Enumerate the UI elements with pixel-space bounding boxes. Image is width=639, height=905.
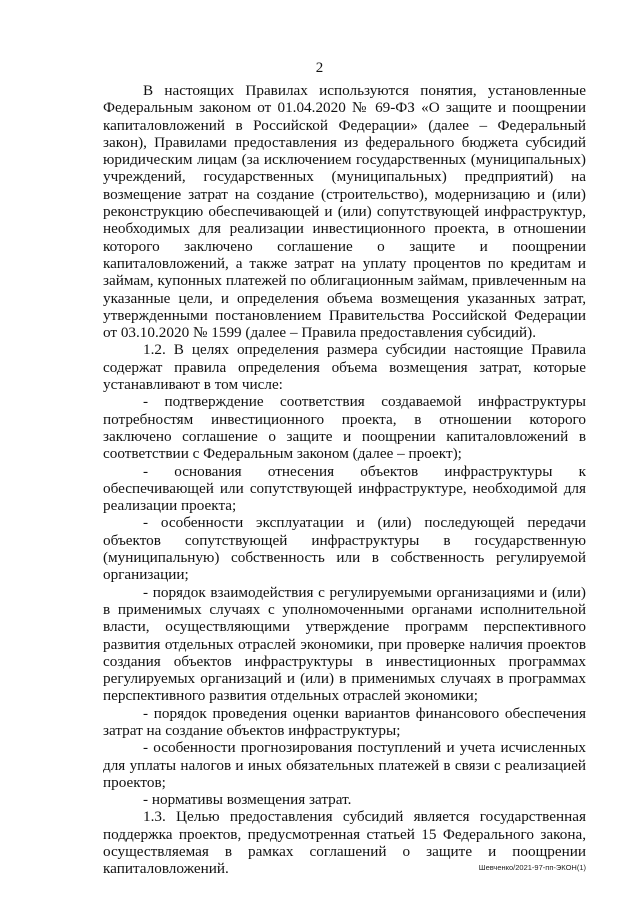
paragraph-1-3: 1.3. Целью предоставления субсидий является государственная поддержка проектов, предусмотренная статьей 15 Федерального закона, осуществляемая в рамках соглашений о защите и поощрении капиталовложений. (103, 808, 586, 878)
list-item-financing-evaluation: - порядок проведения оценки вариантов финансового обеспечения затрат на создание объектов инфраструктуры; (103, 704, 586, 739)
document-body (103, 82, 586, 878)
list-item-tax-forecasting: - особенности прогнозирования поступлений и учета исчисленных для уплаты налогов и иных обязательных платежей в связи с реализацией проектов; (103, 739, 586, 791)
paragraph-definitions: В настоящих Правилах используются понятия, установленные Федеральным законом от 01.04.2020 № 69-ФЗ «О защите и поощрении капиталовложений в Российской Федерации» (далее – Федеральный закон), Правилами предоставления из федерального бюджета субсидий юридическим лицам (за исключением государственных (муниципальных) учреждений, государственных (муниципальных) предприятий) на возмещение затрат на создание (строительство), модернизацию и (или) реконструкцию обеспечивающей и (или) сопутствующей инфраструктур, необходимых для реализации инвестиционного проекта, в отношении которого заключено соглашение о защите и поощрении капиталовложений, а также затрат на уплату процентов по кредитам и займам, купонных платежей по облигационным займам, привлеченным на указанные цели, и определения объема возмещения указанных затрат, утвержденными постановлением Правительства Российской Федерации от 03.10.2020 № 1599 (далее – Правила предоставления субсидий). (103, 82, 586, 342)
page-number: 2 (315, 60, 324, 76)
list-item-infrastructure-classification: - основания отнесения объектов инфраструктуры к обеспечивающей или сопутствующей инфраструктуре, необходимой для реализации проекта; (103, 462, 586, 515)
list-item-interaction-procedure: - порядок взаимодействия с регулируемыми организациями и (или) в применимых случаях с уполномоченными органами исполнительной власти, осуществляющими утверждение программ перспективного развития отдельных отраслей экономики, при проверке наличия проектов создания объектов инфраструктуры в инвестиционных программах регулируемых организаций и (или) в применимых случаях в программах перспективного развития отдельных отраслей экономики; (103, 583, 586, 705)
list-item-infrastructure-confirmation: - подтверждение соответствия создаваемой инфраструктуры потребностям инвестиционного проекта, в отношении которого заключено соглашение о защите и поощрении капиталовложений в соответствии с Федеральным законом (далее – проект); (103, 393, 586, 463)
list-item-reimbursement-norms: - нормативы возмещения затрат. (143, 791, 352, 809)
paragraph-1-2: 1.2. В целях определения размера субсидии настоящие Правила содержат правила определения объема возмещения затрат, которые устанавливают в том числе: (103, 341, 586, 394)
document-footer-code: Шевченко/2021-97-пп-ЭКОН(1) (478, 863, 586, 872)
list-item-operation-transfer: - особенности эксплуатации и (или) последующей передачи объектов сопутствующей инфраструктуры в государственную (муниципальную) собственность или в собственность регулируемой организации; (103, 514, 586, 584)
